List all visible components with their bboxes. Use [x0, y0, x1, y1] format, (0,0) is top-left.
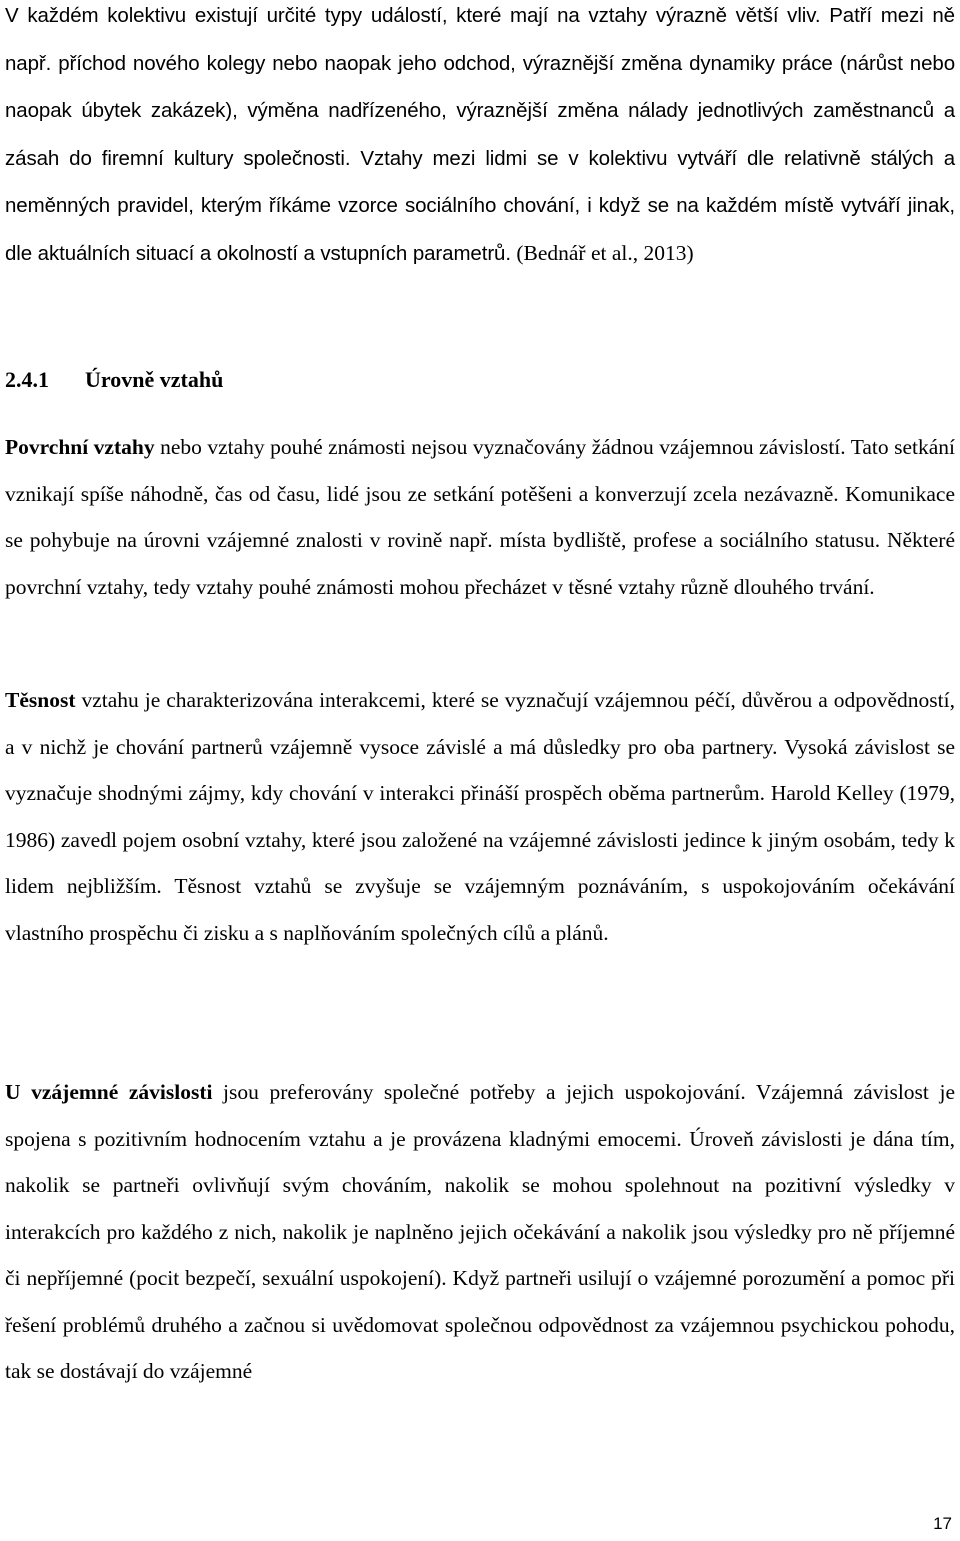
page-number: 17 [933, 1514, 952, 1533]
section-heading [5, 360, 955, 400]
paragraph-closeness [5, 677, 955, 956]
term-interdependence: U vzájemné závislosti [5, 1080, 213, 1104]
paragraph-events-text: V každém kolektivu existují určité typy událostí, které mají na vztahy výrazně větší vliv. Patří mezi ně např. příchod nového kolegy nebo naopak jeho odchod, výraznější změna dynamiky práce (nárůst nebo naopak úbytek zakázek), výměna nadřízeného, výraznější změna nálady jednotlivých zaměstnanců a zásah do firemní kultury společnosti. Vztahy mezi lidmi se v kolektivu vytváří dle relativně stálých a neměnných pravidel, kterým říkáme vzorce sociálního chování, i když se na každém místě vytváří jinak, dle aktuálních situací a okolností a vstupních parametrů. [5, 4, 955, 265]
paragraph-interdependence [5, 1069, 955, 1395]
paragraph-superficial-relations [5, 424, 955, 610]
term-closeness: Těsnost [5, 688, 76, 712]
section-title: Úrovně vztahů [85, 367, 224, 392]
section-number: 2.4.1 [5, 367, 49, 392]
paragraph-events-citation: (Bednář et al., 2013) [510, 240, 694, 265]
paragraph-superficial-relations-text: nebo vztahy pouhé známosti nejsou vyznačovány žádnou vzájemnou závislostí. Tato setkání vznikají spíše náhodně, čas od času, lidé jsou ze setkání potěšeni a konverzují zcela nezávazně. Komunikace se pohybuje na úrovni vzájemné znalosti v rovině např. místa bydliště, profese a sociálního statusu. Některé povrchní vztahy, tedy vztahy pouhé známosti mohou přecházet v těsné vztahy různě dlouhého trvání. [5, 435, 955, 599]
term-superficial-relations: Povrchní vztahy [5, 435, 155, 459]
paragraph-closeness-text: vztahu je charakterizována interakcemi, které se vyznačují vzájemnou péčí, důvěrou a odpovědností, a v nichž je chování partnerů vzájemně vysoce závislé a má důsledky pro oba partnery. Vysoká závislost se vyznačuje shodnými zájmy, kdy chování v interakci přináší prospěch oběma partnerům. Harold Kelley (1979, 1986) zavedl pojem osobní vztahy, které jsou založené na vzájemné závislosti jedince k jiným osobám, tedy k lidem nejbližším. Těsnost vztahů se zvyšuje se vzájemným poznáváním, s uspokojováním očekávání vlastního prospěchu či zisku a s naplňováním společných cílů a plánů. [5, 688, 955, 945]
paragraph-interdependence-text: jsou preferovány společné potřeby a jejich uspokojování. Vzájemná závislost je spojena s pozitivním hodnocením vztahu a je provázena kladnými emocemi. Úroveň závislosti je dána tím, nakolik se partneři ovlivňují svým chováním, nakolik se mohou spolehnout na pozitivní výsledky v interakcích pro každého z nich, nakolik je naplněno jejich očekávání a nakolik jsou výsledky pro ně příjemné či nepříjemné (pocit bezpečí, sexuální uspokojení). Když partneři usilují o vzájemné porozumění a pomoc při řešení problémů druhého a začnou si uvědomovat společnou odpovědnost za vzájemnou psychickou pohodu, tak se dostávají do vzájemné [5, 1080, 955, 1383]
paragraph-events [5, 0, 955, 277]
